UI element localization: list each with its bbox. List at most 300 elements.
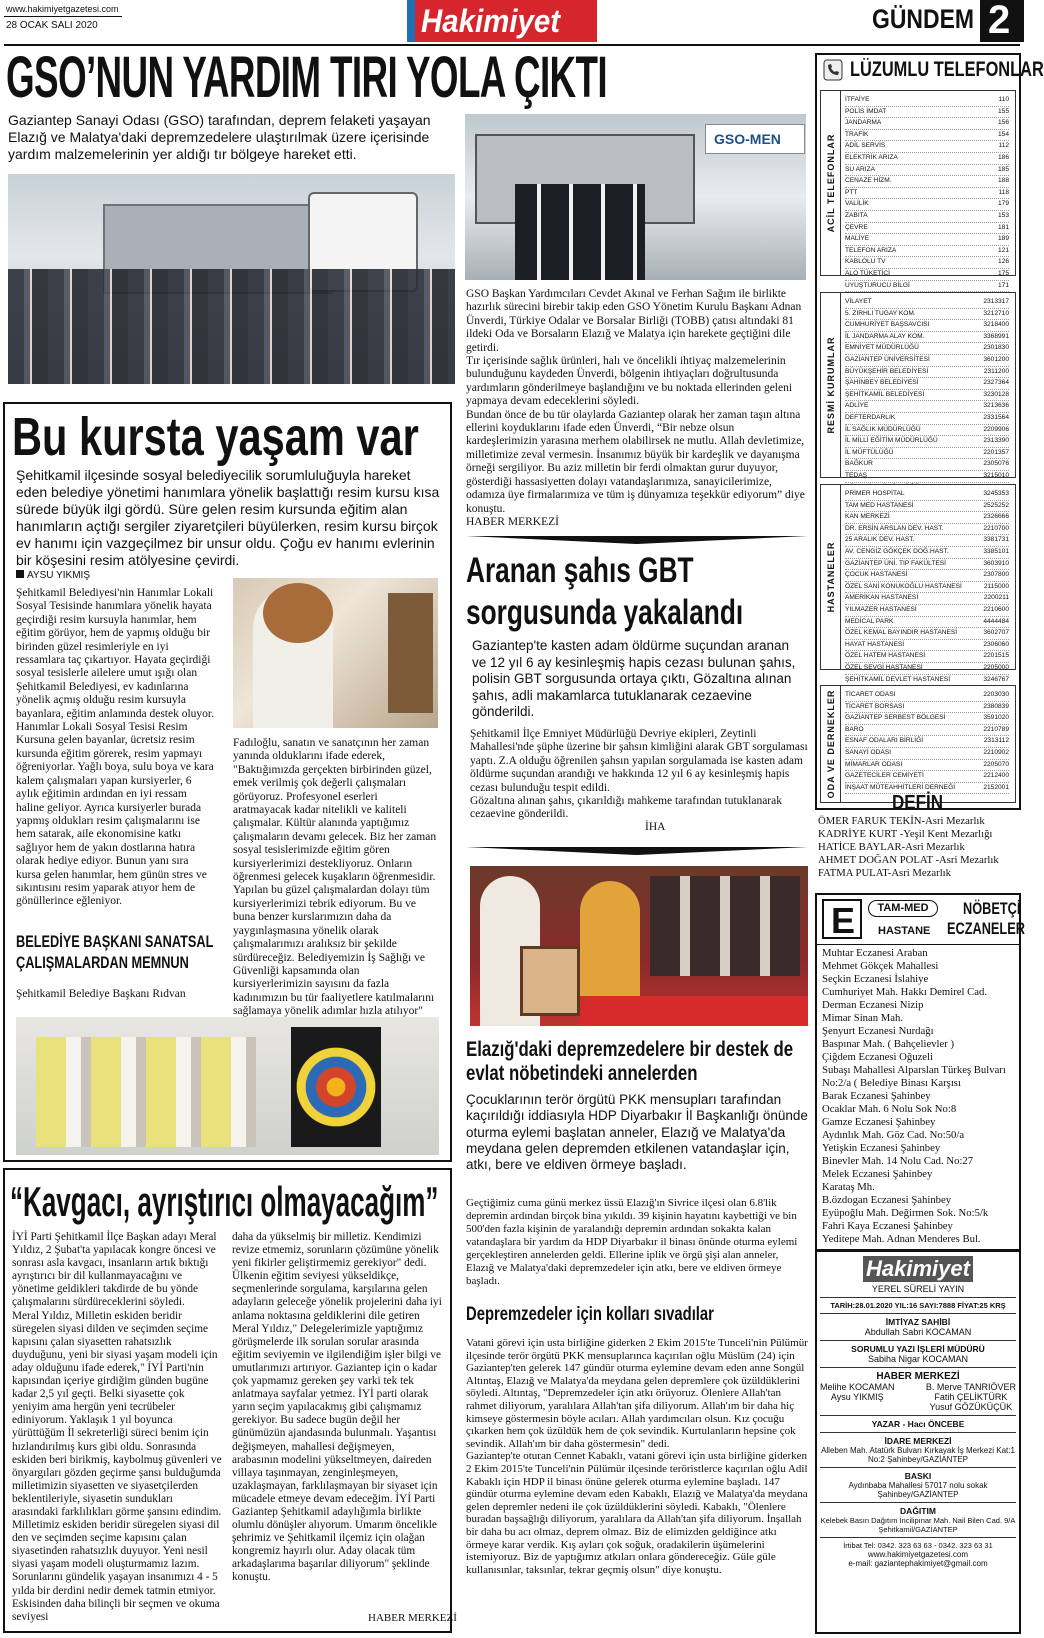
- phone-number: 3230128: [983, 390, 1009, 398]
- phone-label: SU ARIZA: [845, 165, 876, 173]
- pharmacy-item: Çiğdem Eczanesi Oğuzeli: [822, 1051, 933, 1063]
- phone-label: PTT: [845, 188, 858, 196]
- painter-hair: [263, 583, 333, 643]
- phone-number: 2525252: [983, 501, 1009, 509]
- phone-row: [845, 309, 1009, 321]
- art-painter-photo: [233, 578, 438, 728]
- web-link[interactable]: www.hakimiyetgazetesi.com: [867, 1550, 969, 1559]
- pharmacy-item: Muhtar Eczanesi Araban: [822, 947, 928, 959]
- defin-item: FATMA PULAT-Asri Mezarlık: [818, 867, 951, 879]
- phone-row: [845, 165, 1009, 177]
- mothers-photo: [470, 866, 808, 1026]
- phone-label: ADİL SERVİS: [845, 142, 886, 150]
- phone-label: ÖZEL KEMAL BAYINDIR HASTANESİ: [845, 629, 958, 637]
- phone-label: 25 ARALIK DEV. HAST.: [845, 536, 915, 544]
- phone-number: 2307800: [983, 571, 1009, 579]
- phone-label: KABLOLU TV: [845, 258, 886, 266]
- phone-number: 4444484: [983, 617, 1009, 625]
- phone-row: [845, 390, 1009, 402]
- phone-label: TEDAŞ: [845, 471, 867, 479]
- oda-label-strip: [821, 686, 841, 802]
- phone-row: [845, 355, 1009, 367]
- phone-number: 2152001: [983, 783, 1009, 791]
- mothers-group: [650, 876, 800, 976]
- phone-number: 3603910: [983, 559, 1009, 567]
- email-link[interactable]: e-mail: gaziantephakimiyet@gmail.com: [848, 1559, 988, 1568]
- politics-headline: “Kavgacı, ayrıştırıcı olmayacağım”: [10, 1178, 439, 1225]
- page-number: 2: [988, 0, 1011, 42]
- pharmacy-item: Subaşı Mahallesi Alparslan Türkeş Bulvarı: [822, 1064, 1006, 1076]
- pharmacy-item: Mehmet Gökçek Mahallesi: [822, 960, 939, 972]
- phone-label: POLİS İMDAT: [845, 107, 887, 115]
- phone-number: 3368991: [983, 332, 1009, 340]
- phone-label: VİLAYET: [845, 298, 872, 305]
- masthead-rule: [4, 16, 122, 17]
- phone-number: 110: [998, 96, 1009, 103]
- mothers-body: Geçtiğimiz cuma günü merkez üssü Elazığ'ın Sivrice ilçesi olan 6.8'lik depremin ardından birçok bina yıkıldı. 39 kişinin hayatını kaybettiği ve bin 500'den fazla kişinin de yaralandığı depremin ardından sokakta kalan vatandaşlara bir yardım da HDP Diyarbakır il binası önünde oturma eylemi gerçekleştiren annelerden geldi. Ellerine iplik ve örgü şişi alan anneler, Elazığ ve Malatya'daki depremzedeler için atkı, bere ve eldiven örmeye başladı.: [466, 1197, 798, 1287]
- phone-row: [845, 107, 1009, 119]
- print-title: BASKI: [904, 1471, 932, 1481]
- phone-number: 2305076: [983, 460, 1009, 468]
- defin-item: KADRİYE KURT -Yeşil Kent Mezarlığı: [818, 828, 993, 840]
- flag-banner: [580, 996, 808, 1026]
- gbt-headline: Aranan şahıs GBT sorgusunda yakalandı: [466, 551, 744, 632]
- art-headline: Bu kursta yaşam var: [12, 407, 419, 467]
- politics-byline: HABER MERKEZİ: [368, 1612, 457, 1624]
- phone-row: [845, 141, 1009, 153]
- phone-label: BARO: [845, 725, 864, 733]
- phone-row: [845, 297, 1009, 309]
- author-name: AYSU YIKMIŞ: [27, 570, 90, 581]
- phone-label: CUMHURİYET BAŞSAVCISI: [845, 321, 930, 329]
- phone-label: VALİLİK: [845, 200, 869, 208]
- phone-row: [845, 535, 1009, 547]
- phone-label: ŞEHİTKAMİL BELEDİYESİ: [845, 390, 925, 398]
- phone-number: 3212710: [983, 309, 1009, 317]
- phone-number: 3215010: [983, 471, 1009, 479]
- phone-number: 2210700: [983, 524, 1009, 532]
- phone-number: 2210600: [983, 605, 1009, 613]
- phone-label: MEDİCAL PARK: [845, 617, 894, 625]
- phone-label: İNŞAAT MÜTEAHHİTLERİ DERNEĞİ: [845, 783, 956, 791]
- phone-label: GAZETECİLER CEMİYETİ: [845, 772, 924, 780]
- phone-row: [845, 725, 1009, 737]
- owner-title: İMTİYAZ SAHİBİ: [885, 1317, 951, 1327]
- phone-label: TİCARET ODASI: [845, 691, 896, 698]
- phone-row: [845, 246, 1009, 258]
- resmi-list: [845, 297, 1009, 494]
- phone-number: 186: [997, 153, 1009, 161]
- phone-row: [845, 332, 1009, 344]
- phone-row: [845, 425, 1009, 437]
- defin-list: [818, 815, 1023, 880]
- phone-number: 2326666: [983, 513, 1009, 521]
- section-label: GÜNDEM: [872, 4, 974, 34]
- pharmacy-item: Fahri Kaya Eczanesi Şahinbey: [822, 1220, 953, 1232]
- phone-label: PRİMER HOSPİTAL: [845, 490, 905, 497]
- phone-label: JANDARMA: [845, 119, 882, 127]
- art-subhead: BELEDİYE BAŞKANI SANATSAL ÇALIŞMALARDAN MEMNUN: [16, 932, 214, 972]
- phone-row: [845, 367, 1009, 379]
- acil-label: ACİL TELEFONLAR: [825, 133, 836, 233]
- phone-label: TAM MED HASTANESİ: [845, 501, 914, 509]
- easel-canvas: [388, 593, 433, 713]
- gbt-byline: İHA: [645, 821, 666, 833]
- phone-row: [845, 559, 1009, 571]
- politics-col1: İYİ Parti Şehitkamil İlçe Başkan adayı Meral Yıldız, 2 Şubat'ta yapılacak kongre öncesi ve sonrası asla kavgacı, insanların artık bıktığı ayrıştırıcı bir dil kullanmayacağını ve yönetime geldikleri takdirde de bu yönde çalışmalarını sürdüreceklerini söyledi. Meral Yıldız, Milletin eskiden beridir süregelen siyasi dilden ve seçimden seçime kapısını çalan siyasetten rahatsızlık duyduğunu, yeni bir siyasi yaşam modeli için aday olduğunu ifade ederek," İYİ Parti'nin kapısından içeriye girdiğim günden bugüne kadar 2,5 yıl geçti. Belki siyasette çok yeniyim ama hergün yeni tecrübeler ediniyorum. Yaklaşık 1 yıl boyunca yürüttüğüm İl sekreterliği süreci benim için hızlandırılmış kurs gibi oldu. Sonrasında eskiden beri birikmiş, kaybolmuş güvenleri ve önyargıları gözden geçirme şansı bulduğumda milletimizin siyasetten ve siyasetçilerden beklentileriyle, siyasetin sundukları arasındaki farklılıkları görme şansını edindim. Milletimiz eskiden beridir süregelen siyasi dil den ve seçimden seçime kapısını çalan siyasetinden rahatsızlık duyuyor. Yeni nesil siyasi yaşam modeli oluşturmamız lazım. Sorunlarını gündelik yaşayan insanımızı 4 - 5 yılda bir derdini nedir demek tatmin etmiyor. Eskisinden daha bilinçli bir seçmen ve okuma seviyesi: [12, 1231, 222, 1623]
- phone-label: AMERİKAN HASTANESİ: [845, 594, 919, 602]
- phone-row: [845, 736, 1009, 748]
- pharmacy-item: Yeditepe Mah. Adnan Menderes Bul.: [822, 1233, 981, 1245]
- pharmacy-item: Ocaklar Mah. 6 Nolu Sok No:8: [822, 1103, 957, 1115]
- pharmacy-item: Binevler Mah. 14 Nolu Cad. No:27: [822, 1155, 974, 1167]
- pharmacy-sponsor-sub: HASTANE: [878, 925, 931, 937]
- gbt-body: Şehitkamil İlçe Emniyet Müdürlüğü Devriye ekipleri, Zeytinli Mahallesi'nde şüphe üzerine bir şahsın kimliğini alarak GBT sorgulaması yaptı. Z.A olduğu öğrenilen şahsın yapılan sorgulamada ise kasten adam öldürme suçundan arandığı ve hakkında 12 yıl 6 ay kesinleşmiş hapis cezası bulunduğu tespit edildi. Gözaltına alınan şahıs, çıkarıldığı mahkeme tarafından tutuklanarak cezaevine gönderildi.: [470, 728, 808, 821]
- resmi-label-strip: [821, 293, 841, 477]
- mother-2: [580, 881, 640, 1001]
- art-class-photo: [16, 1017, 439, 1155]
- phone-label: ALO TÜKETİCİ: [845, 269, 890, 277]
- phone-number: 2331564: [983, 413, 1009, 421]
- phone-row: [845, 176, 1009, 188]
- students: [36, 1037, 256, 1147]
- phone-icon: [822, 58, 844, 82]
- phone-row: [845, 199, 1009, 211]
- phone-row: [845, 771, 1009, 783]
- phone-label: GAZİANTEP SERBEST BÖLGESİ: [845, 714, 946, 722]
- masthead-logo: [407, 0, 597, 42]
- gso-group-photo: [8, 174, 455, 384]
- phone-number: 2313112: [983, 737, 1009, 745]
- phone-row: [845, 651, 1009, 663]
- pharmacy-item: Şenyurt Eczanesi Nurdağı: [822, 1025, 934, 1037]
- newsroom-staff: [820, 1382, 1016, 1412]
- logo-blue-bar: [407, 0, 415, 42]
- phone-row: [845, 605, 1009, 617]
- oda-list: [845, 690, 1009, 794]
- admin-address: Alleben Mah. Atatürk Bulvarı Kırkayak İş Merkezi Kat:1 No:2 Şahinbey/GAZİANTEP: [821, 1446, 1015, 1464]
- section-divider: [466, 536, 808, 544]
- news-l2: Aysu YIKMIŞ: [830, 1392, 884, 1402]
- phone-number: 2115000: [983, 582, 1009, 590]
- pharmacy-rule: [817, 944, 1019, 945]
- logo-text: Hakimiyet: [421, 3, 561, 39]
- imprint-box: [815, 1250, 1021, 1634]
- pharmacy-title1: NÖBETÇİ: [963, 899, 1021, 918]
- phone-row: [845, 436, 1009, 448]
- phone-row: [845, 130, 1009, 142]
- phone-label: TİCARET BORSASI: [845, 702, 905, 710]
- contact-phone: İrtibat Tel: 0342. 323 63 63 - 0342. 323 63 31: [843, 1541, 993, 1550]
- imprint-tag: YEREL SÜRELİ YAYIN: [871, 1284, 965, 1294]
- phone-number: 3381731: [983, 536, 1009, 544]
- gso-byline: HABER MERKEZİ: [466, 516, 559, 528]
- pharmacy-list: [822, 947, 1018, 1246]
- phone-number: 2313390: [983, 437, 1009, 445]
- gso-officials-photo: [465, 114, 806, 280]
- phone-label: ÖZEL SEVGİ HASTANESİ: [845, 663, 923, 671]
- phone-number: 2201357: [983, 448, 1009, 456]
- phone-label: DEFTERDARLIK: [845, 413, 896, 421]
- phone-number: 2205070: [983, 760, 1009, 768]
- phone-number: 3602707: [983, 629, 1009, 637]
- mothers-subhead: Depremzedeler için kolları sıvadılar: [466, 1304, 714, 1325]
- phone-number: 175: [997, 269, 1009, 277]
- imprint-logo: Hakimiyet: [863, 1256, 973, 1282]
- building-sign-text: GSO-MEN: [714, 131, 781, 147]
- phone-number: 3218400: [983, 321, 1009, 329]
- defin-item: HATİCE BAYLAR-Asri Mezarlık: [818, 841, 965, 853]
- phone-label: ÇOCUK HASTANESİ: [845, 571, 908, 579]
- phone-label: ÇEVRE: [845, 223, 868, 231]
- phone-number: 3591020: [983, 714, 1009, 722]
- phone-number: 179: [997, 200, 1009, 208]
- phones-acil: [820, 90, 1016, 289]
- pharmacy-item: Cumhuriyet Mah. Hakkı Demirel Cad.: [822, 986, 988, 998]
- phone-row: [845, 448, 1009, 460]
- phones-hastane: [820, 484, 1016, 683]
- phone-label: EMNİYET MÜDÜRLÜĞÜ: [845, 344, 919, 352]
- phone-label: SANAYİ ODASI: [845, 748, 892, 756]
- print-address: Aydınbaba Mahallesi 57017 nolu sokak Şahinbey/GAZİANTEP: [848, 1481, 988, 1499]
- phone-label: ÖZEL SANİ KONUKOĞLU HASTANESİ: [845, 582, 962, 590]
- phone-row: [845, 547, 1009, 559]
- phone-row: [845, 188, 1009, 200]
- phone-row: [845, 713, 1009, 725]
- phone-row: [845, 153, 1009, 165]
- phone-number: 2313317: [983, 298, 1009, 305]
- phone-number: 112: [998, 142, 1009, 150]
- defin-title: DEFİN: [892, 792, 943, 814]
- phone-label: KAN MERKEZİ: [845, 513, 890, 521]
- phone-number: 3245353: [983, 490, 1009, 497]
- gso-headline: GSO’NUN YARDIM TIRI YOLA ÇIKTI: [6, 45, 607, 110]
- phone-label: İL SAĞLIK MÜDÜRLÜĞÜ: [845, 425, 921, 433]
- writer: YAZAR - Hacı ÖNCEBE: [871, 1419, 965, 1429]
- hastane-list: [845, 489, 1009, 686]
- defin-item: ÖMER FARUK TEKİN-Asri Mezarlık: [818, 815, 985, 827]
- phones-oda: [820, 685, 1016, 803]
- phone-label: AV. CENGİZ GÖKÇEK DOĞ.HAST.: [845, 547, 949, 555]
- art-col1: Şehitkamil Belediyesi'nin Hanımlar Lokali Sosyal Tesisinde hanımlara yönelik hayata geçirdiği resim kursuyla hanımlar, hem eğitim görüyor, hem de yapmış olduğu bir birinden güzel resimleriyle en iyi ressamlara taç çıkartıyor. Hayata geçirdiği sosyal tesislerle ailelere umut ışığı olan Şehitkamil Belediyesi, ev kadınlarına yönelik açmış olduğu resim kursuyla bayanlara, eğitim anlamında destek oluyor. Hanımlar Lokali Sosyal Tesisi Resim Kursuna gelen bayanlar, ücretsiz resim kursunda eğitim görerek, resim yapmayı öğreniyorlar. Yağlı boya, sulu boya ve kara kalem çalışmaları yapan kursiyerler, 6 aylık eğitimin ardından en iyi ressam haline geliyor. Ayrıca kursiyerler burada yapmış oldukları resim çalışmalarını ise hem satarak, aile ekonomisine katkı sağlıyor hem de yakın dostlarına hatıra olarak hediye ediyor. Bunun yanı sıra kursa gelen hanımlar, hem günün stres ve sıkıntısını resim yaparak atıyor hem de gönüllerince eğleniyor.: [16, 587, 214, 908]
- pharmacy-title2: ECZANELER: [947, 919, 1025, 938]
- phone-number: 2212400: [983, 772, 1009, 780]
- building-sign: [705, 124, 805, 154]
- author-marker: [16, 570, 24, 578]
- phone-label: DR. ERSİN ARSLAN DEV. HAST.: [845, 524, 944, 532]
- phone-row: [845, 378, 1009, 390]
- phone-number: 2209906: [983, 425, 1009, 433]
- pharmacy-sponsor-badge: TAM-MED: [868, 900, 938, 917]
- art-lead: Şehitkamil ilçesinde sosyal belediyecilik sorumluluğuyla hareket eden belediye yönetimi hanımlara yönelik başlattığı resim kursu kısa sürede büyük ilgi gördü. Süre gelen resim kursunda eğitim alan hanımların açtığı sergiler ziyaretçileri büyülerken, resim kursu birçok ev hanımı için vazgeçilmez bir unsur oldu. Çoğu ev hanımı evlerinin bir köşesini resim atölyesine çevirdi.: [16, 467, 440, 568]
- phone-row: [845, 281, 1009, 293]
- oda-label: ODA VE DERNEKLER: [825, 689, 836, 799]
- phone-label: ELEKTRİK ARIZA: [845, 153, 898, 161]
- pharmacy-item: B.özdogan Eczanesi Şahinbey: [822, 1194, 952, 1206]
- gso-lead: Gaziantep Sanayi Odası (GSO) tarafından, deprem felaketi yaşayan Elazığ ve Malatya'daki depremzedelere ulaştırılmak üzere içerisinde yardım malzemelerinin yer aldığı tır bölgeye hareket etti.: [8, 112, 431, 162]
- phone-number: 118: [998, 188, 1009, 196]
- phone-row: [845, 223, 1009, 235]
- phone-number: 153: [997, 211, 1009, 219]
- phone-row: [845, 320, 1009, 332]
- newsroom-left: [820, 1382, 895, 1412]
- phone-row: [845, 489, 1009, 501]
- phones-title: LÜZUMLU TELEFONLAR: [850, 58, 1044, 81]
- editor-name: Sabiha Nigar KOCAMAN: [867, 1354, 969, 1364]
- pharmacy-item: Derman Eczanesi Nizip: [822, 999, 924, 1011]
- phone-label: ZABITA: [845, 211, 868, 219]
- phone-label: ESNAF ODALARI BİRLİĞİ: [845, 737, 924, 745]
- phone-row: [845, 690, 1009, 702]
- phone-label: GAZİANTEP ÜNİ. TIP FAKÜLTESİ: [845, 559, 947, 567]
- phone-row: [845, 524, 1009, 536]
- gso-body: GSO Başkan Yardımcıları Cevdet Akınal ve Ferhan Sağım ile birlikte hazırlık sürecini birebir takip eden GSO Yönetim Kurulu Başkanı Adnan Ünverdi, Türkiye Odalar ve Borsalar Birliği (TOBB) çatısı altındaki 81 ildeki Oda ve Borsaların Elazığ ve Malatya için harekete geçtiğini dile getirdi. Tır içerisinde sağlık ürünleri, halı ve öncelikli ihtiyaç malzemelerinin bulunduğunu kaydeden Ünverdi, bölgenin ihtiyaçları doğrultusunda yardımların gönderilmeye başlandığını ve bu noktada ellerinden geleni yapmaya devam edeceklerini söyledi. Bundan önce de bu tür olaylarda Gaziantep olarak her zaman taşın altına ellerini koyduklarını ifade eden Ünverdi, “Bir nebze olsun kardeşlerimizin yarasına merhem olabilirsek ne mutlu. Allah devletimize, milletimize zeval vermesin. İnsanımız büyük bir kardeşlik ve dayanışma örneği sergiliyor. Bu aziz milletin bir ferdi olmaktan gurur duyuyor, gösterdiği hassasiyetten dolayı vatandaşlarımıza, sanayicilerimize, odamıza üye firmalarımıza ve tüm iş dünyamıza teşekkür ediyorum” diye konuştu.: [466, 288, 805, 515]
- phone-row: [845, 748, 1009, 760]
- mothers-headline: Elazığ'daki depremzedelere bir destek de evlat nöbetindeki annelerden: [466, 1038, 794, 1085]
- phone-row: [845, 640, 1009, 652]
- phone-label: TRAFİK: [845, 130, 869, 138]
- art-col1-end: Şehitkamil Belediye Başkanı Rıdvan: [16, 988, 186, 1000]
- politics-col2: daha da yükselmiş bir milletiz. Kendimizi revize etmemiz, sorunların çözümüne yönelik yeni fikirler geliştirmemiz gerekiyor" dedi. Ülkenin eğitim seviyesi yükseldikçe, seçmenlerinde sorgulama, karşılarına gelen adayların geleceğe yönelik projelerini daha iyi anlama noktasına geldiklerini dile getiren Meral Yıldız," Delegelerimizle yaptığımız görüşmelerde ilk sorulan sorular arasında eğitim seviyemin ve ilgilendiğim işler bilgi ve umutlarımızı artırıyor. Gaziantep için o kadar çok yapmamız gereken şey varki tek tek anlatmaya sayfalar yetmez. İYİ parti olarak yarın seçim yapılacakmış gibi çalışmamız gerekiyor. Bu sadece bugün değil her günümüzün ajandasında bulunmalı. Yaşantısı değişmeyen, mahallesi değişmeyen, arabasının modelini yükseltmeyen, daireden villaya taşınmayan, zenginleşmeyen, uzaklaşmayan, farklılaşmayan bir siyaset için mücadele etmeye devam edeceğim. İYİ Parti Gaziantep Şehitkamil adaylığımla birlikte olumlu dönüşler alıyorum. Umarım öncelikle şehrimiz ve Şehitkamil ilçemiz için olağan kongremiz hayırlı olur. Aday olacak tüm arkadaşlarıma başarılar diliyorum" şeklinde konuştu.: [232, 1231, 442, 1584]
- phone-number: 2210902: [983, 748, 1009, 756]
- defin-item: AHMET DOĞAN POLAT -Asri Mezarlık: [818, 854, 999, 866]
- phone-number: 2205000: [983, 663, 1009, 671]
- phone-row: [845, 617, 1009, 629]
- phone-label: 5. ZIRHLI TUGAY KOM.: [845, 309, 916, 317]
- imprint-meta: TARİH:28.01.2020 YIL:16 SAYI:7888 FİYAT:25 KRŞ: [830, 1301, 1006, 1310]
- phone-row: [845, 512, 1009, 524]
- portrait-frame: [520, 946, 580, 1016]
- phone-number: 3601200: [983, 355, 1009, 363]
- phone-row: [845, 401, 1009, 413]
- hastane-label-strip: [821, 485, 841, 669]
- pharmacy-item: Mimar Sinan Mah.: [822, 1012, 904, 1024]
- phone-number: 185: [997, 165, 1009, 173]
- phone-row: [845, 593, 1009, 605]
- phone-number: 3246767: [983, 675, 1009, 683]
- pharmacy-item: Barak Eczanesi Şahinbey: [822, 1090, 931, 1102]
- phone-label: BÜYÜKŞEHİR BELEDİYESİ: [845, 367, 929, 375]
- phone-label: İL JANDARMA ALAY KOM.: [845, 332, 925, 340]
- phone-label: ŞAHİNBEY BELEDİYESİ: [845, 379, 919, 387]
- pharmacy-item: Eyüpoğlu Mah. Değirmen Sok. No:5/k: [822, 1207, 989, 1219]
- phone-label: ADLİYE: [845, 402, 869, 410]
- phone-number: 3213636: [983, 402, 1009, 410]
- pharmacy-item: Aydınlık Mah. Göz Cad. No:50/a: [822, 1129, 965, 1141]
- art-col2: Fadıloğlu, sanatın ve sanatçının her zaman yanında olduklarını ifade ederek, "Baktığımızda gerçekten birbirinden güzel, emek verilmiş çok değerli çalışmaları görüyoruz. Profesyonel eserleri aratmayacak kadar nitelikli ve kaliteli çalışmalar. Kültür alanında yaptığımız çalışmaların devamı gelecek. Biz her zaman sosyal tesislerimizde eğitim gören kursiyerlerimizi destekliyoruz. Onların öğrenmesi gelecek kuşakların öğrenmesidir. Yapılan bu güzel çalışmalardan dolayı tüm kursiyerlerimizi tebrik ediyorum. Bu ve buna benzer kurslarımızın daha da yaygınlaşmasına yönelik olarak çalışmalarımızı aralıksız bir şekilde sürdüreceğiz. Belediyemizin İş Sağlığı ve Güvenliği kapsamında olan kursiyerlerimizin sayısını da fazla kadınımızın bu tür faaliyetlere katılmalarını sağlamaya yönelik adımlar hızla atılıyor": [233, 737, 437, 1018]
- phone-label: HAYAT HASTANESİ: [845, 640, 905, 648]
- phone-row: [845, 118, 1009, 130]
- news-r1: B. Merve TANRIÖVER: [925, 1382, 1016, 1392]
- phone-row: [845, 95, 1009, 107]
- pharmacy-item: Karataş Mh.: [822, 1181, 875, 1193]
- phone-number: 171: [997, 281, 1009, 289]
- pharmacy-item: No:2/a ( Belediye Binası Karşısı: [822, 1077, 961, 1089]
- page-number-box: [980, 0, 1024, 42]
- pharmacy-item: Melek Eczanesi Şahinbey: [822, 1168, 933, 1180]
- phone-row: [845, 471, 1009, 483]
- phone-number: 2306060: [983, 640, 1009, 648]
- phone-row: [845, 702, 1009, 714]
- phone-label: İTFAİYE: [845, 96, 870, 103]
- phone-row: [845, 211, 1009, 223]
- phone-number: 189: [997, 235, 1009, 243]
- gbt-divider: [466, 847, 808, 855]
- phone-number: 154: [997, 130, 1009, 138]
- admin-title: İDARE MERKEZİ: [884, 1436, 952, 1446]
- news-r2: Fatih ÇELİKTÜRK: [934, 1392, 1008, 1402]
- owner-name: Abdullah Sabri KOCAMAN: [864, 1327, 972, 1337]
- news-l1: Melihe KOCAMAN: [820, 1382, 895, 1392]
- phone-row: [845, 413, 1009, 425]
- phone-number: 2201515: [983, 652, 1009, 660]
- phone-row: [845, 570, 1009, 582]
- resmi-label: RESMİ KURUMLAR: [825, 336, 836, 434]
- phone-number: 126: [997, 258, 1009, 266]
- phone-number: 2203030: [983, 691, 1009, 698]
- phone-number: 188: [997, 177, 1009, 185]
- pharmacy-logo-letter: E: [831, 900, 856, 941]
- phone-label: ŞEHİTKAMİL DEVLET HASTANESİ: [845, 675, 951, 683]
- phone-number: 2210789: [983, 725, 1009, 733]
- phone-row: [845, 663, 1009, 675]
- phone-number: 156: [997, 119, 1009, 127]
- phone-label: BAĞKUR: [845, 460, 873, 468]
- gbt-lead: Gaziantep'te kasten adam öldürme suçundan aranan ve 12 yıl 6 ay kesinleşmiş hapis cezası bulunan şahıs, polisin GBT sorgusunda ortaya çıktı, Gözaltına alınan şahıs, adli makamlarca tutuklanarak cezaevine gönderildi.: [472, 638, 796, 719]
- dist-title: DAĞITIM: [900, 1506, 936, 1516]
- phone-label: TELEFON ARIZA: [845, 246, 897, 254]
- editor-title: SORUMLU YAZI İŞLERİ MÜDÜRÜ: [851, 1344, 985, 1354]
- phone-number: 2380839: [983, 702, 1009, 710]
- newsroom-right: [926, 1382, 1016, 1412]
- phone-row: [845, 234, 1009, 246]
- phone-row: [845, 269, 1009, 281]
- phone-label: MİMARLAR ODASI: [845, 760, 903, 768]
- pharmacy-logo: [822, 899, 862, 939]
- mothers-lead: Çocuklarının terör örgütü PKK mensupları tarafından kaçırıldığı iddiasıyla HDP Diyarbakır İl Başkanlığı önünde oturma eylemi başlatan anneler, Elazığ ve Malatya'da meydana gelen depremden etkilenen vatandaşlar için, atkı, bere ve eldiven örmeye başladı.: [466, 1092, 808, 1173]
- phone-number: 2327364: [983, 379, 1009, 387]
- pharmacy-item: Seçkin Eczanesi İslahiye: [822, 973, 929, 985]
- phone-number: 2311200: [983, 367, 1009, 375]
- pharmacy-item: Yetişkin Eczanesi Şahinbey: [822, 1142, 941, 1154]
- phone-row: [845, 501, 1009, 513]
- phone-row: [845, 257, 1009, 269]
- phone-row: [845, 343, 1009, 355]
- phone-label: İL MÜFTÜLÜĞÜ: [845, 448, 894, 456]
- pharmacy-item: Baspınar Mah. ( Bahçelievler ): [822, 1038, 955, 1050]
- officials: [515, 184, 645, 280]
- phone-label: GAZİANTEP ÜNİVERSİTESİ: [845, 355, 930, 363]
- issue-date: 28 OCAK SALI 2020: [6, 20, 98, 31]
- dist-address: Kelebek Basın Dağıtım İncilipınar Mah. Nail Bilen Cad. 9/A Şehitkamil/GAZİANTEP: [820, 1516, 1016, 1534]
- phone-number: 2301830: [983, 344, 1009, 352]
- phone-number: 121: [997, 246, 1009, 254]
- phone-label: CENAZE HİZM.: [845, 177, 892, 185]
- newsroom-title: HABER MERKEZİ: [876, 1371, 960, 1382]
- phone-number: 3385101: [983, 547, 1009, 555]
- news-r3: Yusuf GÖZÜKÜÇÜK: [929, 1402, 1013, 1412]
- phone-row: [845, 582, 1009, 594]
- phone-label: MALİYE: [845, 235, 870, 243]
- phone-row: [845, 628, 1009, 640]
- phone-label: İL MİLLİ EĞİTİM MÜDÜRLÜĞÜ: [845, 437, 938, 445]
- phone-label: ÖZEL HATEM HASTANESİ: [845, 652, 926, 660]
- art-author: [16, 570, 90, 581]
- site-url[interactable]: www.hakimiyetgazetesi.com: [6, 4, 119, 14]
- pharmacy-item: Gamze Eczanesi Şahinbey: [822, 1116, 936, 1128]
- acil-label-strip: [821, 91, 841, 275]
- phone-number: 181: [997, 223, 1009, 231]
